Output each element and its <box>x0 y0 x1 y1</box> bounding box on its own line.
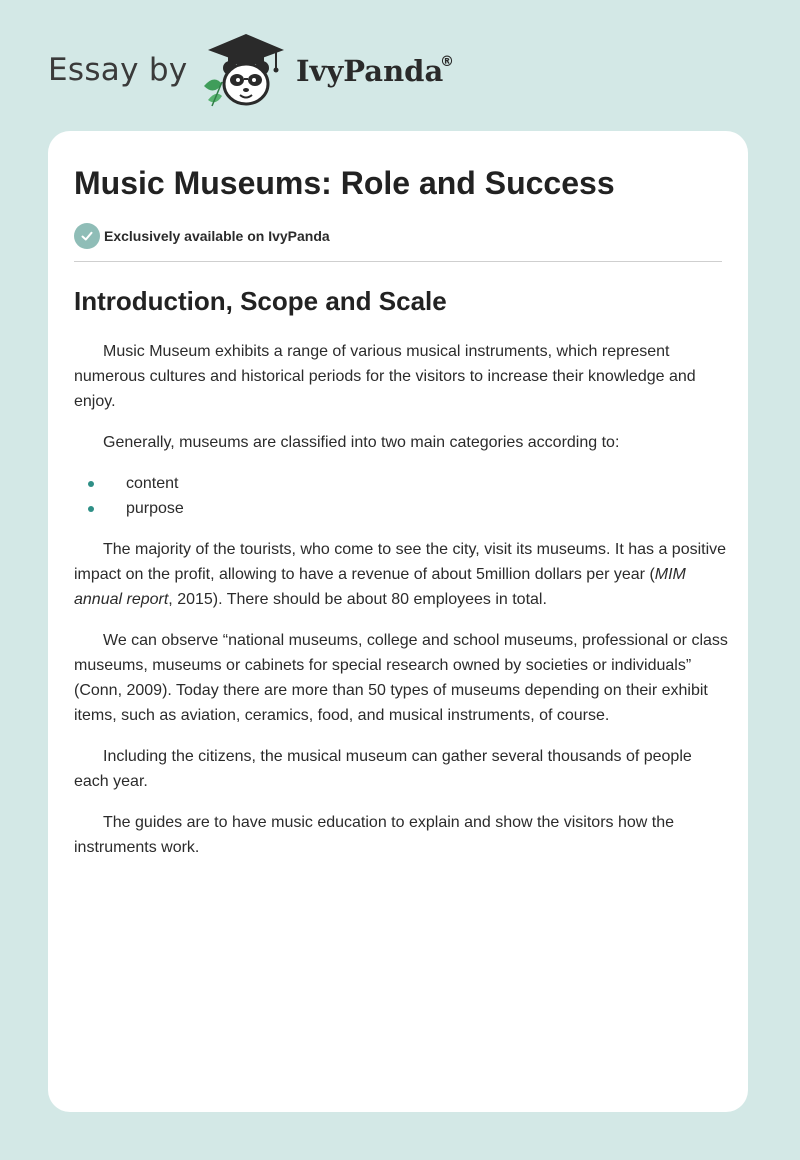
paragraph-1: Music Museum exhibits a range of various musical instruments, which represent numerous cultures and historical periods for the visitors to increase their knowledge and enjoy. <box>74 343 696 410</box>
paragraph-3-text-start: The majority of the tourists, who come to see the city, visit its museums. It has a positive impact on the profit, allowing to have a revenue of about 5million dollars per year ( <box>74 541 727 583</box>
paragraph-5: Including the citizens, the musical museum can gather several thousands of people each year. <box>74 748 692 790</box>
paragraph-4: We can observe “national museums, college and school museums, professional or class museums, museums or cabinets for special research owned by societies or individuals” (Conn, 2009). Today there are more than 50 types of museums depending on their exhibit items, such as aviation, ceramics, food, and musical instruments, of course. <box>74 632 728 724</box>
exclusive-badge <box>74 223 330 249</box>
paragraph-3-text-end: , 2015). There should be about 80 employees in total. <box>168 591 547 608</box>
brand-prefix: Essay by <box>48 52 188 88</box>
essay-title: Music Museums: Role and Success <box>74 165 615 201</box>
list-item <box>74 471 728 496</box>
list-item-text: content <box>126 475 179 492</box>
panda-graduate-logo-icon <box>200 30 292 110</box>
list-item-text: purpose <box>126 500 184 517</box>
list-item <box>74 496 728 521</box>
citation-source: MIM annual report <box>74 566 686 608</box>
registered-mark: ® <box>440 54 454 70</box>
paragraph-3 <box>74 537 728 612</box>
exclusive-label: Exclusively available on IvyPanda <box>104 228 330 244</box>
bullet-dot-icon <box>88 481 94 487</box>
brand-header <box>48 30 468 110</box>
section-heading: Introduction, Scope and Scale <box>74 286 447 316</box>
paragraph-6: The guides are to have music education to explain and show the visitors how the instruments work. <box>74 814 674 856</box>
paragraph-2: Generally, museums are classified into two main categories according to: <box>103 434 620 451</box>
check-icon <box>74 223 100 249</box>
essay-card <box>48 131 748 1112</box>
bullet-dot-icon <box>88 506 94 512</box>
title-divider <box>74 261 722 262</box>
brand-name: IvyPanda <box>296 54 444 88</box>
category-list <box>74 471 728 521</box>
essay-body <box>74 283 728 876</box>
